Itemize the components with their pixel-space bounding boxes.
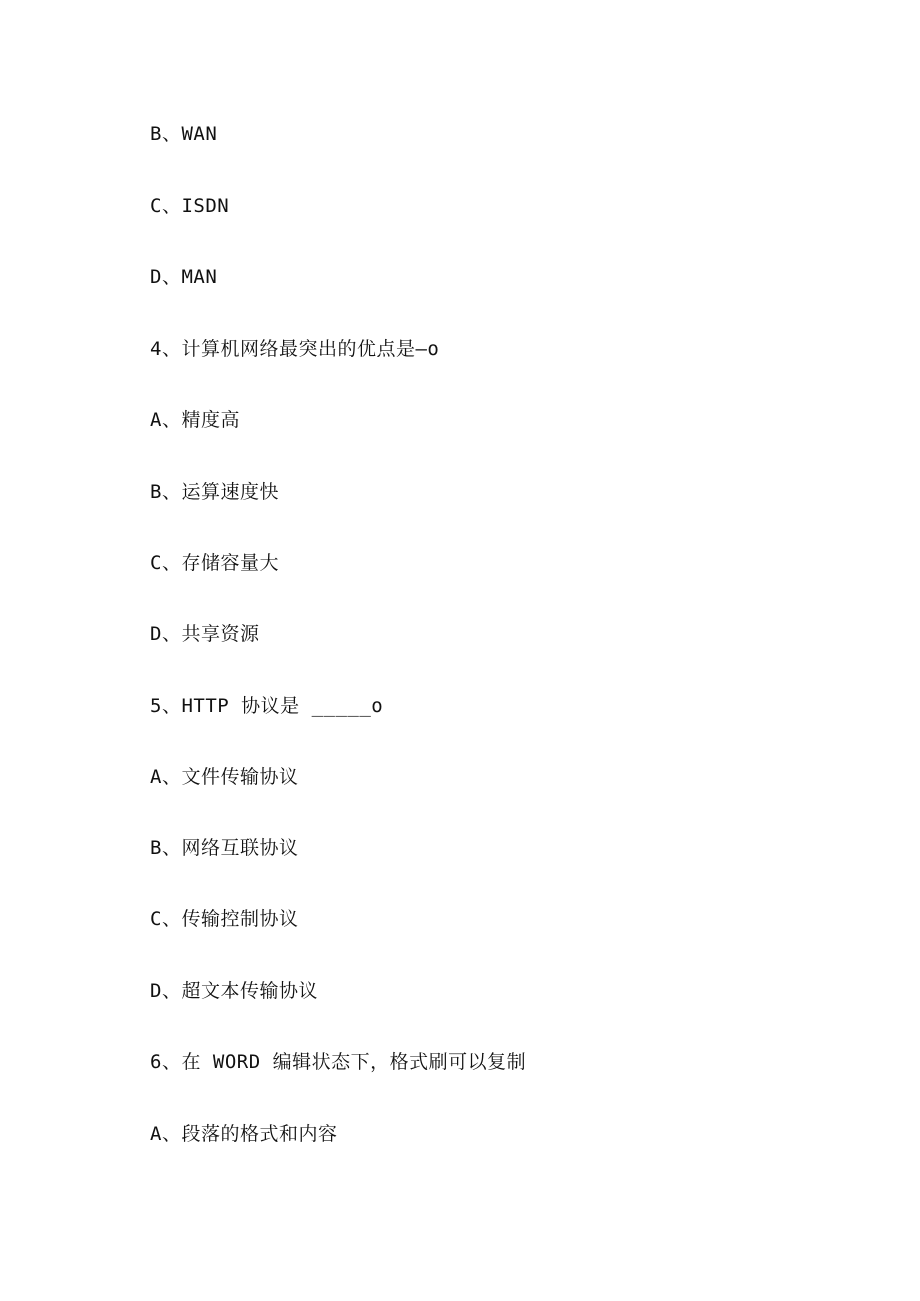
option-d-q5: D、超文本传输协议 [150, 980, 318, 1002]
option-b-wan: B、WAN [150, 123, 218, 145]
option-b-q5: B、网络互联协议 [150, 837, 299, 859]
option-a-q4: A、精度高 [150, 409, 240, 431]
option-c-isdn: C、ISDN [150, 195, 230, 217]
question-6: 6、在 WORD 编辑状态下，格式刷可以复制 [150, 1051, 527, 1073]
option-c-q4: C、存储容量大 [150, 552, 279, 574]
question-5: 5、HTTP 协议是 _____o [150, 695, 384, 717]
option-d-man: D、MAN [150, 266, 218, 288]
option-b-q4: B、运算速度快 [150, 481, 279, 503]
option-d-q4: D、共享资源 [150, 623, 260, 645]
option-c-q5: C、传输控制协议 [150, 908, 299, 930]
question-4: 4、计算机网络最突出的优点是—o [150, 338, 440, 360]
option-a-q6: A、段落的格式和内容 [150, 1123, 338, 1145]
option-a-q5: A、文件传输协议 [150, 766, 299, 788]
